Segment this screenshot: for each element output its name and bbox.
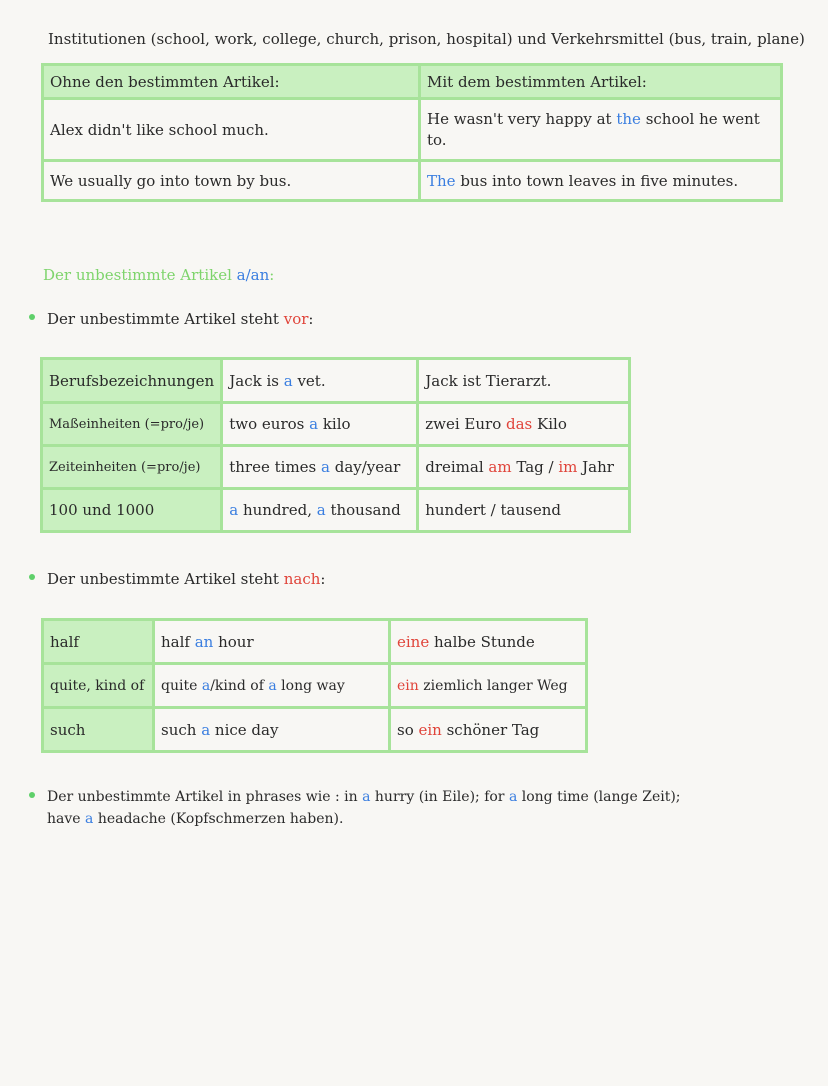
text: He wasn't very happy at	[427, 109, 617, 128]
highlight-german: eine	[397, 632, 430, 651]
text: dreimal	[425, 458, 489, 476]
bullet-text: Der unbestimmte Artikel steht	[47, 310, 284, 328]
highlight-german: am	[488, 458, 512, 476]
header-cell: Ohne den bestimmten Artikel:	[43, 65, 420, 99]
text: long way	[276, 677, 345, 694]
table-cell	[390, 708, 587, 752]
table-row	[42, 359, 630, 403]
header-cell: Mit dem bestimmten Artikel:	[420, 65, 782, 99]
section-title-end: :	[269, 266, 275, 284]
highlight-article: a	[268, 677, 277, 694]
text: Der unbestimmte Artikel in phrases wie : in	[47, 789, 363, 805]
text: bus into town leaves in five minutes.	[455, 171, 739, 190]
table-cell	[154, 664, 390, 708]
highlight-article: a	[321, 458, 330, 476]
bullet-end: :	[320, 570, 326, 588]
section-title	[43, 266, 274, 284]
table-cell	[222, 446, 418, 489]
text: school he went to.	[427, 109, 760, 149]
table-cell	[222, 359, 418, 403]
table-cell: such	[43, 708, 154, 752]
table-cell: Maßeinheiten (=pro/je)	[42, 403, 222, 446]
text: Tag /	[511, 458, 559, 476]
highlight-article: a	[201, 720, 211, 739]
text: nice day	[210, 720, 279, 739]
bullet-vor	[47, 310, 313, 328]
table-cell: We usually go into town by bus.	[43, 161, 420, 201]
bullet-dot	[29, 314, 35, 320]
highlight-article: a	[283, 371, 293, 390]
highlight-german: ein	[418, 720, 442, 739]
table-cell: Berufsbezeichnungen	[42, 359, 222, 403]
table-cell	[222, 403, 418, 446]
highlight-article: a	[229, 501, 239, 519]
table-row	[42, 446, 630, 489]
table-cell: 100 und 1000	[42, 489, 222, 532]
section-title-text: Der unbestimmte Artikel	[43, 266, 237, 284]
text: halbe Stunde	[429, 632, 535, 651]
table-cell	[420, 161, 782, 201]
table-cell: Jack ist Tierarzt.	[418, 359, 630, 403]
table-cell: quite, kind of	[43, 664, 154, 708]
highlight-article: The	[427, 171, 456, 190]
bullet-phrases	[47, 786, 787, 830]
text: ziemlich langer Weg	[418, 677, 568, 694]
bullet-highlight: nach	[283, 570, 321, 588]
text: Jack is	[229, 371, 284, 390]
section-title-highlight: a/an	[236, 266, 270, 284]
table-cell	[390, 664, 587, 708]
highlight-article: a	[85, 811, 94, 827]
highlight-article: a	[362, 789, 371, 805]
text: thousand	[325, 501, 401, 519]
text: headache (Kopfschmerzen haben).	[93, 811, 344, 827]
text: quite	[161, 677, 202, 694]
text: kilo	[318, 415, 351, 433]
table-cell: hundert / tausend	[418, 489, 630, 532]
table-cell	[222, 489, 418, 532]
highlight-article: a	[508, 789, 518, 805]
text: hour	[213, 632, 254, 651]
table-header-row	[43, 65, 782, 99]
highlight-article: a	[316, 501, 326, 519]
text: have	[47, 811, 86, 827]
text: half	[161, 632, 195, 651]
table-row	[42, 403, 630, 446]
text: vet.	[292, 371, 326, 390]
text: Kilo	[532, 415, 567, 433]
table-nach	[41, 618, 588, 753]
bullet-highlight: vor	[283, 310, 309, 328]
bullet-nach	[47, 570, 325, 588]
highlight-german: im	[558, 458, 578, 476]
table-row	[43, 620, 587, 664]
highlight-article: the	[616, 109, 641, 128]
bullet-dot	[29, 574, 35, 580]
highlight-german: ein	[397, 677, 419, 694]
text: three times	[229, 458, 322, 476]
table-cell: Zeiteinheiten (=pro/je)	[42, 446, 222, 489]
table-cell	[420, 99, 782, 161]
table-cell	[390, 620, 587, 664]
highlight-article: a	[309, 415, 319, 433]
table-definite-article	[41, 63, 783, 202]
highlight-article: an	[194, 632, 214, 651]
text: day/year	[329, 458, 401, 476]
text: so	[397, 720, 419, 739]
table-cell	[418, 403, 630, 446]
text: hurry (in Eile); for	[370, 789, 509, 805]
bullet-end: :	[308, 310, 314, 328]
text: zwei Euro	[425, 415, 506, 433]
table-row	[43, 708, 587, 752]
table-row	[43, 99, 782, 161]
table-row	[43, 664, 587, 708]
table-cell	[418, 446, 630, 489]
text: two euros	[229, 415, 310, 433]
bullet-dot	[29, 792, 35, 798]
bullet-text: Der unbestimmte Artikel steht	[47, 570, 284, 588]
table-cell	[154, 708, 390, 752]
text: /kind of	[210, 677, 269, 694]
text: such	[161, 720, 202, 739]
text: Jahr	[577, 458, 614, 476]
text: long time (lange Zeit);	[517, 789, 681, 805]
table-cell	[154, 620, 390, 664]
text: schöner Tag	[441, 720, 540, 739]
table-row	[42, 489, 630, 532]
table-vor	[40, 357, 631, 533]
table-row	[43, 161, 782, 201]
text: hundred,	[238, 501, 317, 519]
highlight-german: das	[506, 415, 533, 433]
intro-line: Institutionen (school, work, college, church, prison, hospital) und Verkehrsmittel (bus, train, plane)	[48, 30, 805, 48]
table-cell: half	[43, 620, 154, 664]
highlight-article: a	[201, 677, 211, 694]
table-cell: Alex didn't like school much.	[43, 99, 420, 161]
